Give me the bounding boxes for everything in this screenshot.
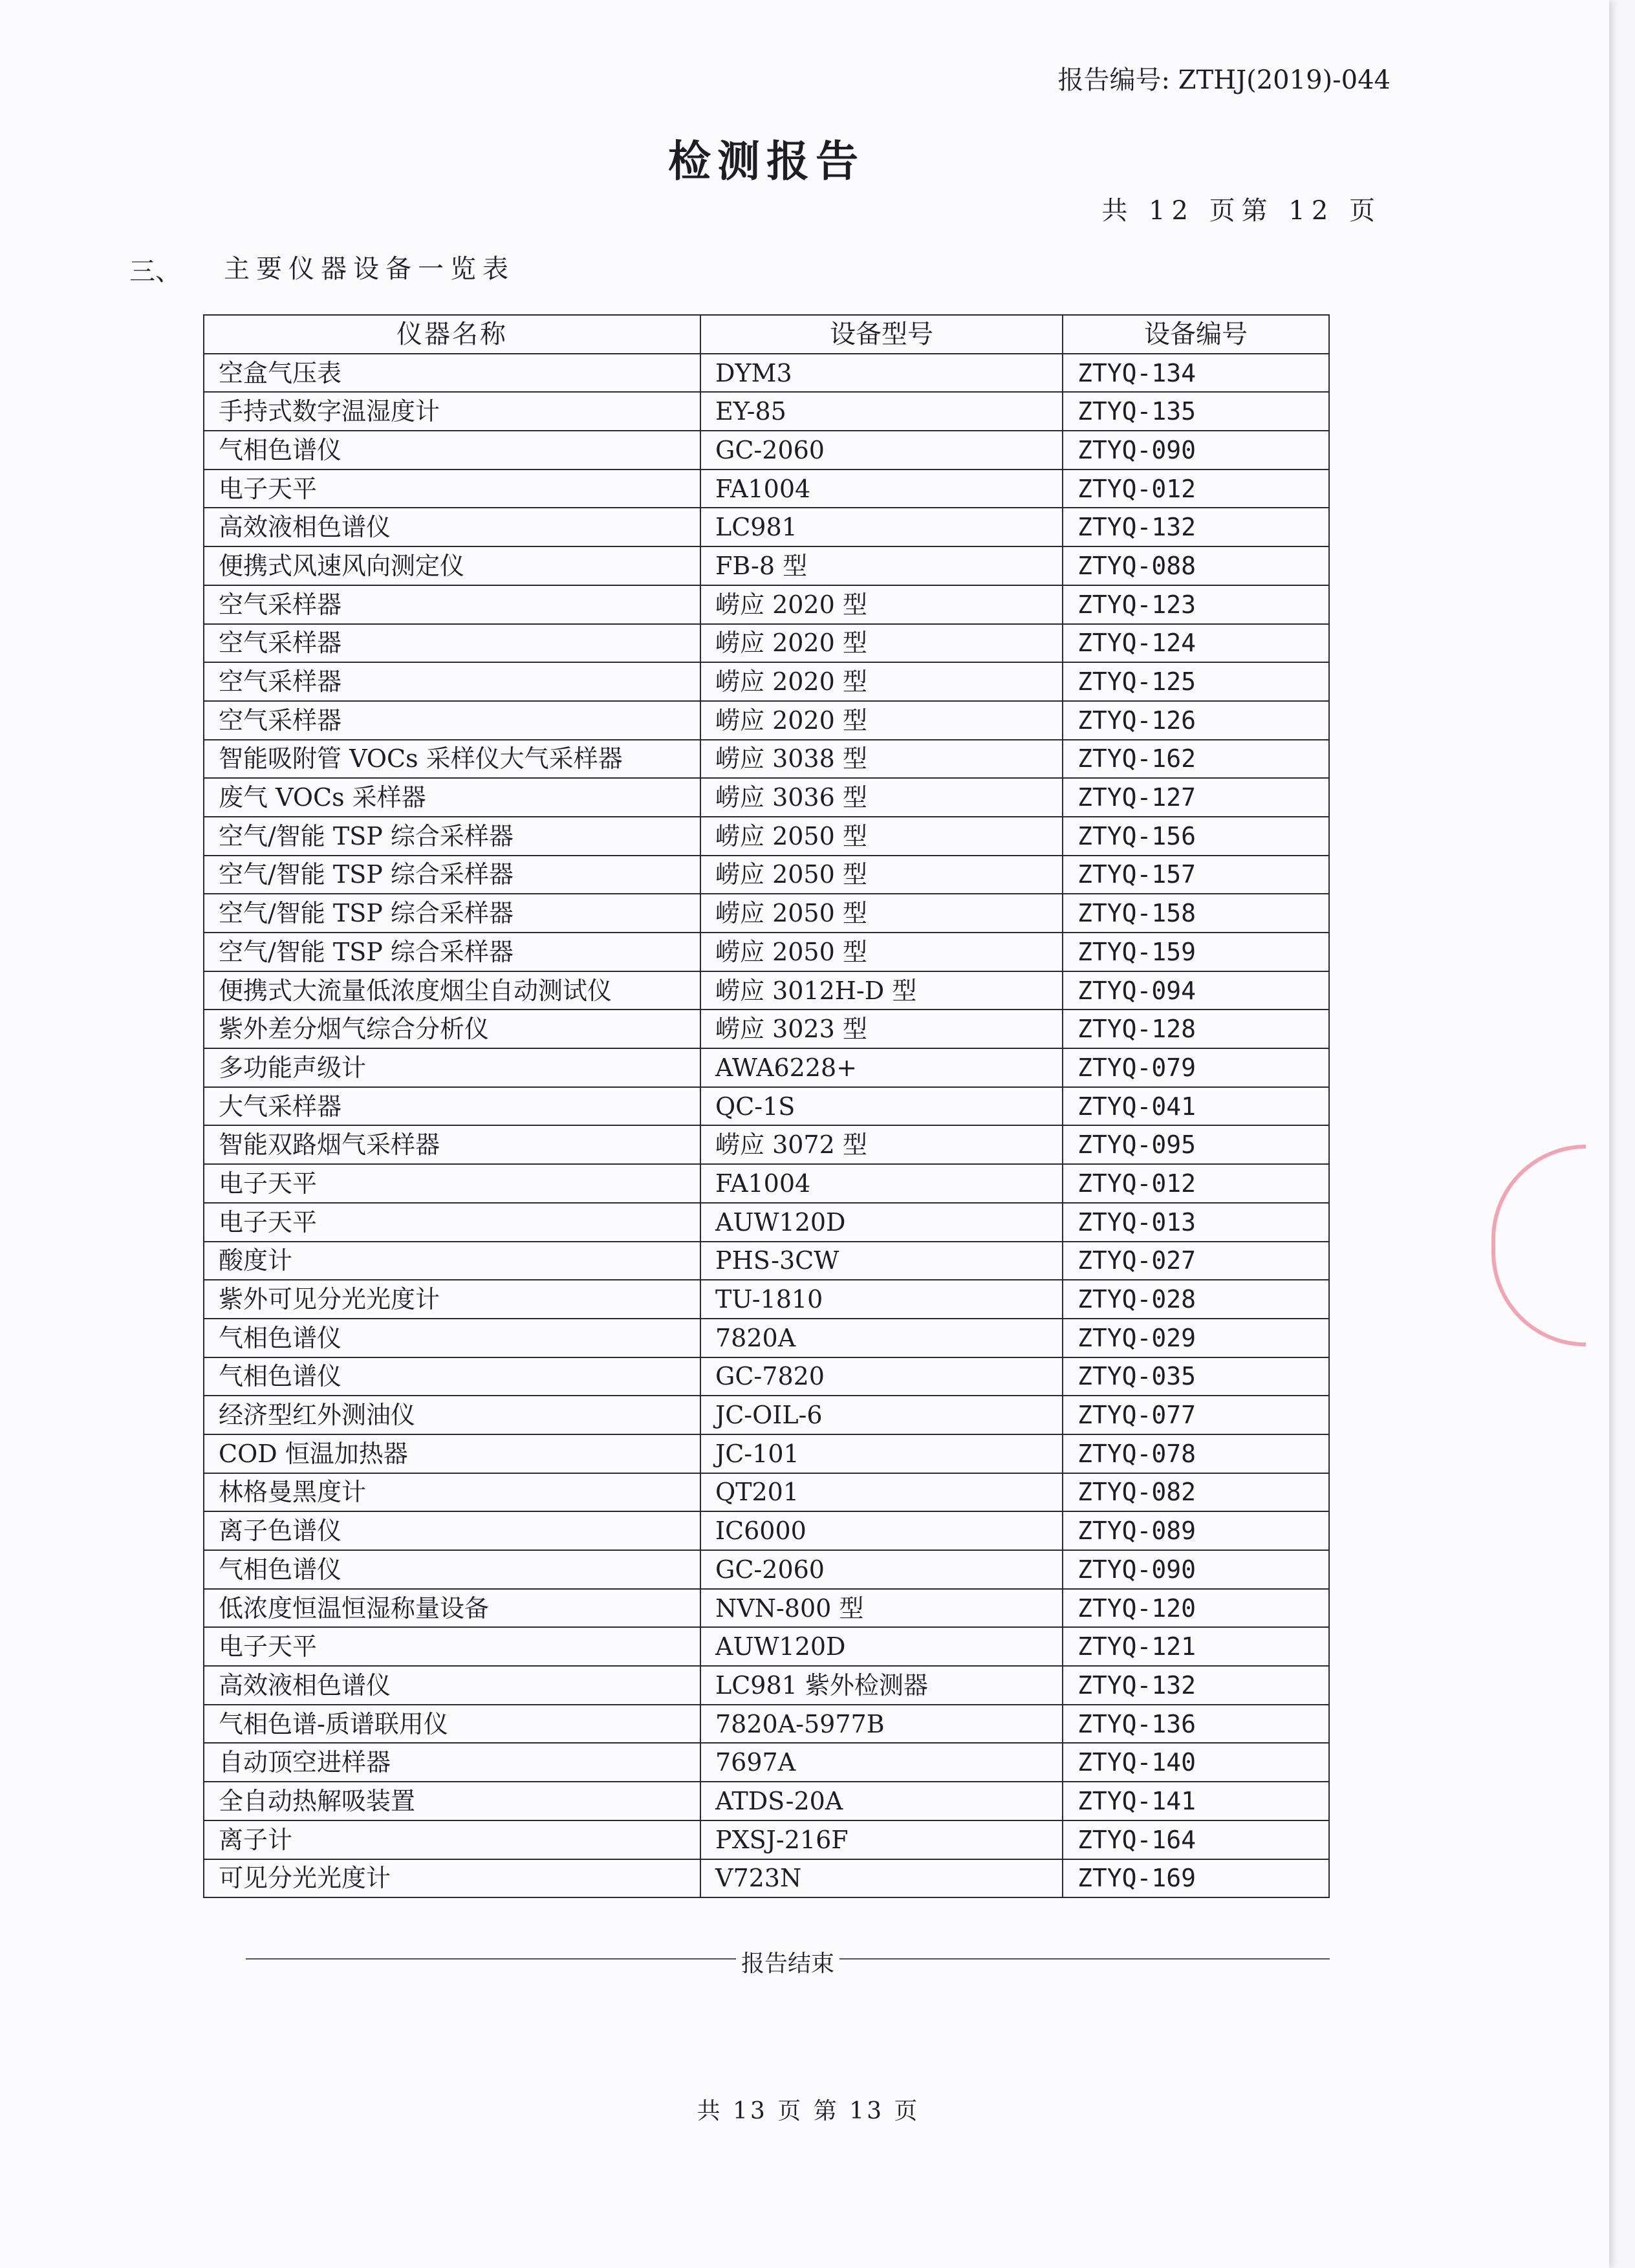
cell-instrument-name: 电子天平	[204, 1164, 700, 1203]
table-row	[204, 856, 1329, 894]
cell-instrument-name: 智能吸附管 VOCs 采样仪大气采样器	[204, 740, 700, 779]
table-body	[204, 354, 1329, 1898]
table-row	[204, 1859, 1329, 1898]
cell-instrument-name: 智能双路烟气采样器	[204, 1125, 700, 1164]
cell-model: 7820A-5977B	[700, 1705, 1063, 1744]
cell-instrument-name: 电子天平	[204, 1627, 700, 1666]
cell-model: 崂应 3036 型	[700, 778, 1063, 817]
cell-equipment-id: ZTYQ-088	[1063, 546, 1329, 585]
cell-model: PHS-3CW	[700, 1242, 1063, 1280]
cell-instrument-name: 可见分光光度计	[204, 1859, 700, 1898]
cell-instrument-name: 空气/智能 TSP 综合采样器	[204, 817, 700, 856]
cell-model: AUW120D	[700, 1627, 1063, 1666]
cell-instrument-name: 经济型红外测油仪	[204, 1396, 700, 1434]
cell-instrument-name: COD 恒温加热器	[204, 1434, 700, 1473]
table-row	[204, 508, 1329, 546]
cell-equipment-id: ZTYQ-082	[1063, 1473, 1329, 1512]
section-number: 三、	[129, 257, 181, 286]
table-row	[204, 1782, 1329, 1820]
cell-equipment-id: ZTYQ-095	[1063, 1125, 1329, 1164]
table-row	[204, 1319, 1329, 1357]
cell-equipment-id: ZTYQ-124	[1063, 624, 1329, 663]
table-row	[204, 1010, 1329, 1048]
cell-instrument-name: 便携式大流量低浓度烟尘自动测试仪	[204, 971, 700, 1010]
cell-model: 崂应 2050 型	[700, 817, 1063, 856]
header-equipment-id: 设备编号	[1063, 315, 1329, 354]
document-title: 检测报告	[668, 136, 865, 186]
table-row	[204, 1627, 1329, 1666]
cell-instrument-name: 高效液相色谱仪	[204, 508, 700, 546]
cell-equipment-id: ZTYQ-134	[1063, 354, 1329, 393]
table-row	[204, 585, 1329, 624]
table-row	[204, 1666, 1329, 1705]
cell-equipment-id: ZTYQ-094	[1063, 971, 1329, 1010]
table-row	[204, 1550, 1329, 1589]
cell-model: 崂应 2050 型	[700, 933, 1063, 971]
cell-model: 崂应 2050 型	[700, 856, 1063, 894]
cell-model: AWA6228+	[700, 1048, 1063, 1087]
cell-model: QT201	[700, 1473, 1063, 1512]
cell-instrument-name: 电子天平	[204, 470, 700, 508]
cell-model: 崂应 2020 型	[700, 585, 1063, 624]
cell-equipment-id: ZTYQ-041	[1063, 1087, 1329, 1126]
cell-model: 7820A	[700, 1319, 1063, 1357]
cell-equipment-id: ZTYQ-029	[1063, 1319, 1329, 1357]
table-row	[204, 1396, 1329, 1434]
table-row	[204, 1511, 1329, 1550]
table-row	[204, 1820, 1329, 1859]
cell-model: 崂应 3023 型	[700, 1010, 1063, 1048]
cell-equipment-id: ZTYQ-125	[1063, 662, 1329, 701]
cell-equipment-id: ZTYQ-127	[1063, 778, 1329, 817]
cell-instrument-name: 林格曼黑度计	[204, 1473, 700, 1512]
cell-model: PXSJ-216F	[700, 1820, 1063, 1859]
cell-model: FB-8 型	[700, 546, 1063, 585]
cell-equipment-id: ZTYQ-132	[1063, 1666, 1329, 1705]
cell-equipment-id: ZTYQ-128	[1063, 1010, 1329, 1048]
cell-model: 崂应 2020 型	[700, 624, 1063, 663]
report-number: 报告编号: ZTHJ(2019)-044	[1057, 65, 1391, 95]
report-end-text: 报告结束	[736, 1950, 839, 1977]
table-row	[204, 470, 1329, 508]
cell-equipment-id: ZTYQ-156	[1063, 817, 1329, 856]
cell-model: JC-101	[700, 1434, 1063, 1473]
cell-instrument-name: 空气/智能 TSP 综合采样器	[204, 933, 700, 971]
cell-model: GC-2060	[700, 1550, 1063, 1589]
cell-instrument-name: 大气采样器	[204, 1087, 700, 1126]
table-row	[204, 1357, 1329, 1396]
cell-model: 崂应 2020 型	[700, 662, 1063, 701]
cell-model: QC-1S	[700, 1087, 1063, 1126]
report-end-label	[0, 1945, 1575, 1978]
table-row	[204, 1203, 1329, 1242]
cell-equipment-id: ZTYQ-126	[1063, 701, 1329, 740]
table-row	[204, 1242, 1329, 1280]
table-row	[204, 431, 1329, 470]
cell-equipment-id: ZTYQ-123	[1063, 585, 1329, 624]
table-row	[204, 1280, 1329, 1319]
cell-equipment-id: ZTYQ-078	[1063, 1434, 1329, 1473]
cell-instrument-name: 全自动热解吸装置	[204, 1782, 700, 1820]
cell-instrument-name: 空气/智能 TSP 综合采样器	[204, 894, 700, 933]
cell-model: JC-OIL-6	[700, 1396, 1063, 1434]
cell-equipment-id: ZTYQ-077	[1063, 1396, 1329, 1434]
cell-equipment-id: ZTYQ-012	[1063, 1164, 1329, 1203]
table-row	[204, 740, 1329, 779]
cell-model: 崂应 2020 型	[700, 701, 1063, 740]
cell-instrument-name: 气相色谱仪	[204, 1357, 700, 1396]
cell-instrument-name: 空气采样器	[204, 624, 700, 663]
cell-model: NVN-800 型	[700, 1589, 1063, 1628]
cell-model: DYM3	[700, 354, 1063, 393]
header-instrument-name: 仪器名称	[204, 315, 700, 354]
cell-instrument-name: 气相色谱仪	[204, 431, 700, 470]
cell-equipment-id: ZTYQ-120	[1063, 1589, 1329, 1628]
table-row	[204, 1125, 1329, 1164]
table-row	[204, 971, 1329, 1010]
cell-model: IC6000	[700, 1511, 1063, 1550]
cell-equipment-id: ZTYQ-121	[1063, 1627, 1329, 1666]
cell-equipment-id: ZTYQ-035	[1063, 1357, 1329, 1396]
table-row	[204, 1473, 1329, 1512]
cell-equipment-id: ZTYQ-136	[1063, 1705, 1329, 1744]
cell-equipment-id: ZTYQ-159	[1063, 933, 1329, 971]
table-row	[204, 778, 1329, 817]
cell-model: 崂应 3072 型	[700, 1125, 1063, 1164]
cell-instrument-name: 手持式数字温湿度计	[204, 392, 700, 431]
cell-equipment-id: ZTYQ-140	[1063, 1743, 1329, 1782]
table-row	[204, 701, 1329, 740]
table-row	[204, 1434, 1329, 1473]
cell-instrument-name: 电子天平	[204, 1203, 700, 1242]
cell-instrument-name: 多功能声级计	[204, 1048, 700, 1087]
table-row	[204, 1164, 1329, 1203]
table-header-row	[204, 315, 1329, 354]
cell-equipment-id: ZTYQ-158	[1063, 894, 1329, 933]
table-row	[204, 1048, 1329, 1087]
cell-instrument-name: 空气采样器	[204, 662, 700, 701]
cell-instrument-name: 空盒气压表	[204, 354, 700, 393]
cell-equipment-id: ZTYQ-089	[1063, 1511, 1329, 1550]
table-row	[204, 817, 1329, 856]
table-row	[204, 1743, 1329, 1782]
table-row	[204, 624, 1329, 663]
cell-instrument-name: 高效液相色谱仪	[204, 1666, 700, 1705]
cell-model: 崂应 2050 型	[700, 894, 1063, 933]
cell-instrument-name: 紫外差分烟气综合分析仪	[204, 1010, 700, 1048]
cell-instrument-name: 低浓度恒温恒湿称量设备	[204, 1589, 700, 1628]
cell-instrument-name: 便携式风速风向测定仪	[204, 546, 700, 585]
cell-equipment-id: ZTYQ-079	[1063, 1048, 1329, 1087]
cell-instrument-name: 废气 VOCs 采样器	[204, 778, 700, 817]
table-row	[204, 354, 1329, 393]
cell-equipment-id: ZTYQ-157	[1063, 856, 1329, 894]
cell-equipment-id: ZTYQ-132	[1063, 508, 1329, 546]
cell-equipment-id: ZTYQ-162	[1063, 740, 1329, 779]
cell-model: GC-7820	[700, 1357, 1063, 1396]
table-row	[204, 662, 1329, 701]
cell-model: 崂应 3012H-D 型	[700, 971, 1063, 1010]
table-row	[204, 1589, 1329, 1628]
cell-instrument-name: 酸度计	[204, 1242, 700, 1280]
cell-model: V723N	[700, 1859, 1063, 1898]
page-indicator-bottom: 共 13 页 第 13 页	[697, 2098, 920, 2124]
table-row	[204, 933, 1329, 971]
cell-model: FA1004	[700, 1164, 1063, 1203]
cell-model: LC981	[700, 508, 1063, 546]
cell-equipment-id: ZTYQ-090	[1063, 1550, 1329, 1589]
cell-instrument-name: 离子色谱仪	[204, 1511, 700, 1550]
cell-equipment-id: ZTYQ-135	[1063, 392, 1329, 431]
cell-model: AUW120D	[700, 1203, 1063, 1242]
cell-model: 7697A	[700, 1743, 1063, 1782]
page-indicator-top: 共 12 页第 12 页	[1101, 196, 1381, 226]
red-seal-edge	[1491, 1145, 1586, 1346]
cell-instrument-name: 气相色谱-质谱联用仪	[204, 1705, 700, 1744]
cell-instrument-name: 离子计	[204, 1820, 700, 1859]
cell-model: GC-2060	[700, 431, 1063, 470]
table-row	[204, 546, 1329, 585]
cell-model: LC981 紫外检测器	[700, 1666, 1063, 1705]
section-title: 主要仪器设备一览表	[224, 254, 515, 284]
cell-equipment-id: ZTYQ-028	[1063, 1280, 1329, 1319]
cell-equipment-id: ZTYQ-169	[1063, 1859, 1329, 1898]
cell-model: EY-85	[700, 392, 1063, 431]
cell-equipment-id: ZTYQ-012	[1063, 470, 1329, 508]
cell-instrument-name: 紫外可见分光光度计	[204, 1280, 700, 1319]
table-row	[204, 894, 1329, 933]
cell-equipment-id: ZTYQ-164	[1063, 1820, 1329, 1859]
cell-equipment-id: ZTYQ-013	[1063, 1203, 1329, 1242]
cell-model: FA1004	[700, 470, 1063, 508]
cell-instrument-name: 气相色谱仪	[204, 1550, 700, 1589]
header-model: 设备型号	[700, 315, 1063, 354]
cell-model: ATDS-20A	[700, 1782, 1063, 1820]
cell-equipment-id: ZTYQ-027	[1063, 1242, 1329, 1280]
table-row	[204, 1705, 1329, 1744]
cell-equipment-id: ZTYQ-090	[1063, 431, 1329, 470]
cell-instrument-name: 气相色谱仪	[204, 1319, 700, 1357]
cell-instrument-name: 空气采样器	[204, 585, 700, 624]
equipment-table	[203, 314, 1330, 1898]
cell-instrument-name: 空气采样器	[204, 701, 700, 740]
table-row	[204, 392, 1329, 431]
cell-model: 崂应 3038 型	[700, 740, 1063, 779]
cell-model: TU-1810	[700, 1280, 1063, 1319]
cell-equipment-id: ZTYQ-141	[1063, 1782, 1329, 1820]
cell-instrument-name: 自动顶空进样器	[204, 1743, 700, 1782]
cell-instrument-name: 空气/智能 TSP 综合采样器	[204, 856, 700, 894]
table-row	[204, 1087, 1329, 1126]
